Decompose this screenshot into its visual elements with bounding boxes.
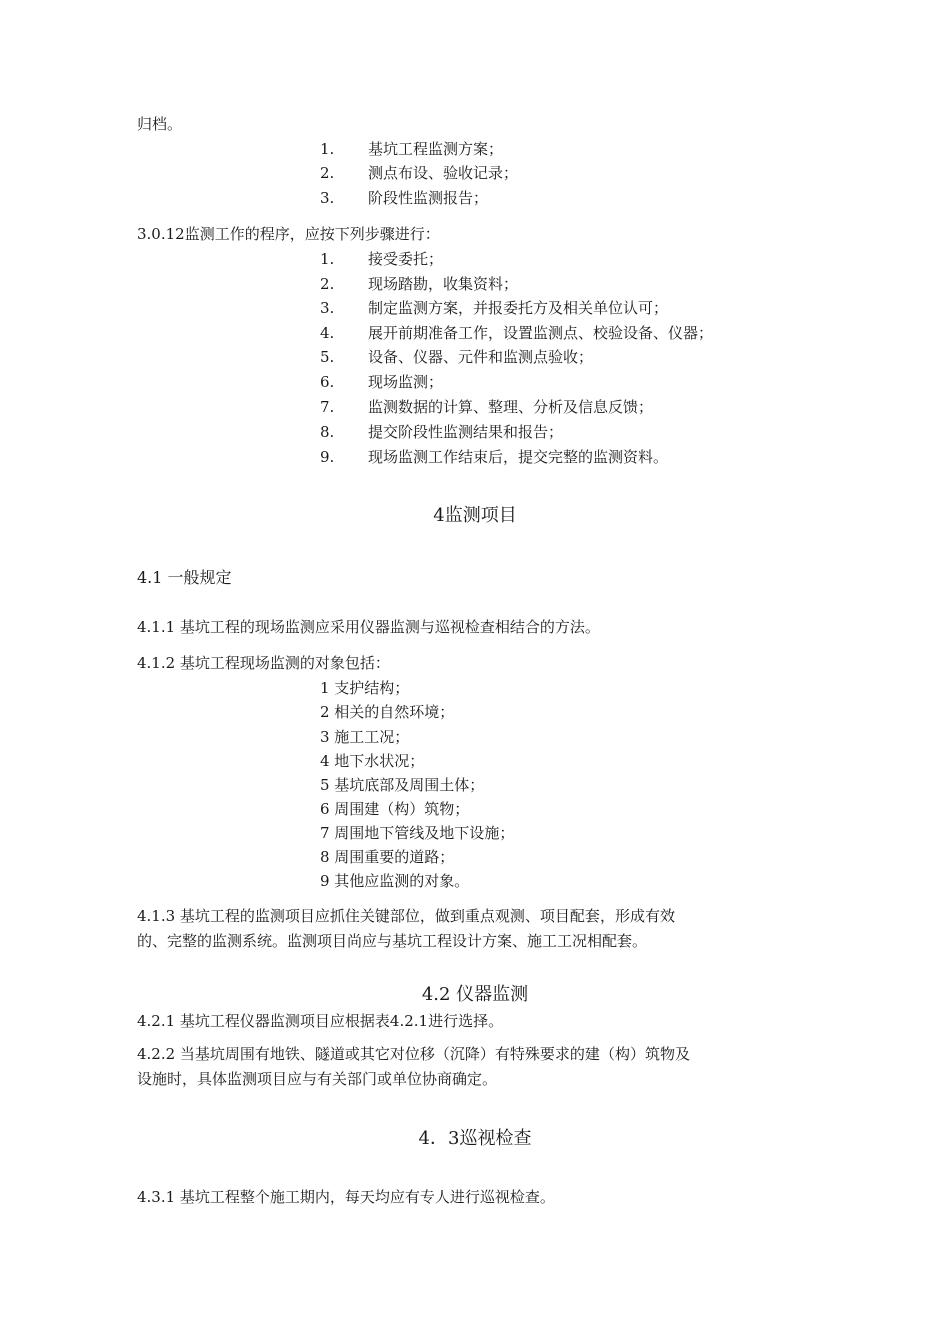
section-4-3-title: 4．3巡视检查 bbox=[418, 1128, 532, 1149]
list-item-number: 2. bbox=[320, 275, 335, 293]
list-item-number: 2. bbox=[320, 164, 335, 182]
intro-tail-text: 归档。 bbox=[137, 115, 183, 133]
list-item-number: 1. bbox=[320, 140, 335, 158]
list-item-number: 5. bbox=[320, 348, 335, 366]
list-item-text: 设备、仪器、元件和监测点验收； bbox=[368, 348, 594, 366]
list-item-text: 基坑工程监测方案； bbox=[368, 140, 504, 158]
list-item-text: 展开前期准备工作，设置监测点、校验设备、仪器； bbox=[368, 324, 714, 342]
clause-4-2-1: 4.2.1 基坑工程仪器监测项目应根据表4.2.1进行选择。 bbox=[137, 1012, 504, 1030]
section-4-2-title: 4.2 仪器监测 bbox=[421, 984, 529, 1005]
chapter-4-title: 4监测项目 bbox=[433, 505, 517, 526]
list-item: 8 周围重要的道路； bbox=[320, 848, 455, 866]
list-item: 7 周围地下管线及地下设施； bbox=[320, 824, 515, 842]
clause-4-2-2-line-1: 4.2.2 当基坑周围有地铁、隧道或其它对位移（沉降）有特殊要求的建（构）筑物及 bbox=[137, 1045, 690, 1063]
list-item: 4 地下水状况； bbox=[320, 752, 425, 770]
clause-4-1-3-line-1: 4.1.3 基坑工程的监测项目应抓住关键部位，做到重点观测、项目配套，形成有效 bbox=[137, 907, 675, 925]
list-item: 3 施工工况； bbox=[320, 728, 410, 746]
list-item-text: 测点布设、验收记录； bbox=[368, 164, 519, 182]
list-item: 5 基坑底部及周围土体； bbox=[320, 776, 485, 794]
list-item-text: 现场踏勘，收集资料； bbox=[368, 275, 519, 293]
clause-4-3-1: 4.3.1 基坑工程整个施工期内，每天均应有专人进行巡视检查。 bbox=[137, 1188, 555, 1206]
list-item-number: 7. bbox=[320, 398, 335, 416]
list-item-number: 3. bbox=[320, 299, 335, 317]
list-item-text: 接受委托； bbox=[368, 250, 444, 268]
clause-4-1-1: 4.1.1 基坑工程的现场监测应采用仪器监测与巡视检查相结合的方法。 bbox=[137, 618, 600, 636]
list-item: 6 周围建（构）筑物； bbox=[320, 800, 470, 818]
list-item: 9 其他应监测的对象。 bbox=[320, 872, 470, 890]
list-item-number: 1. bbox=[320, 250, 335, 268]
clause-4-1-2: 4.1.2 基坑工程现场监测的对象包括： bbox=[137, 654, 390, 672]
list-item-text: 现场监测； bbox=[368, 373, 444, 391]
list-item-text: 现场监测工作结束后，提交完整的监测资料。 bbox=[368, 448, 669, 466]
list-item-number: 3. bbox=[320, 189, 335, 207]
list-item: 2 相关的自然环境； bbox=[320, 703, 455, 721]
list-item-text: 阶段性监测报告； bbox=[368, 189, 489, 207]
list-item-number: 4. bbox=[320, 324, 335, 342]
list-item-text: 制定监测方案，并报委托方及相关单位认可； bbox=[368, 299, 669, 317]
list-item-number: 9. bbox=[320, 448, 335, 466]
list-item-number: 6. bbox=[320, 373, 335, 391]
clause-3-0-12: 3.0.12监测工作的程序，应按下列步骤进行： bbox=[137, 225, 440, 243]
list-item-text: 提交阶段性监测结果和报告； bbox=[368, 423, 564, 441]
list-item-number: 8. bbox=[320, 423, 335, 441]
clause-4-2-2-line-2: 设施时，具体监测项目应与有关部门或单位协商确定。 bbox=[137, 1070, 498, 1088]
clause-4-1-3-line-2: 的、完整的监测系统。监测项目尚应与基坑工程设计方案、施工工况相配套。 bbox=[137, 932, 648, 950]
list-item-text: 监测数据的计算、整理、分析及信息反馈； bbox=[368, 398, 654, 416]
section-4-1-title: 4.1 一般规定 bbox=[137, 568, 232, 587]
list-item: 1 支护结构； bbox=[320, 679, 410, 697]
